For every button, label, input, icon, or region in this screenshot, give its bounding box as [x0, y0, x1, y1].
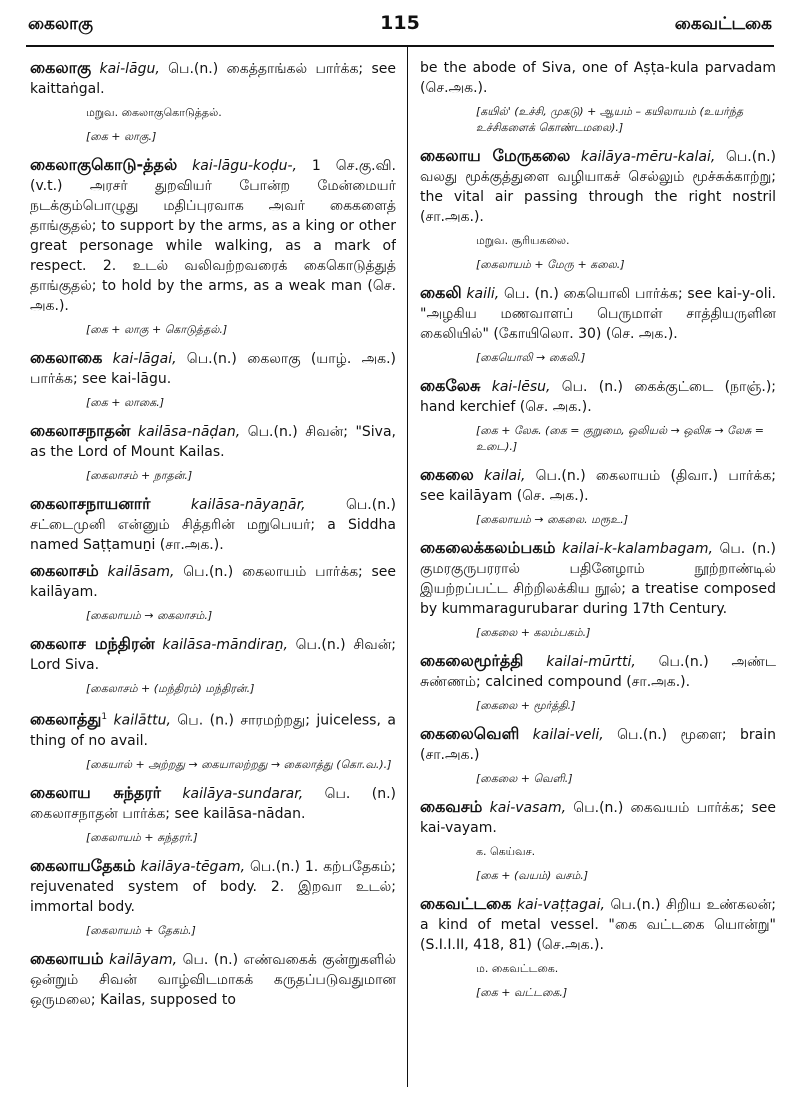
- entry-etymology: [கை + லாகு + கொடுத்தல்.]: [86, 323, 228, 336]
- entry-definition: பெ.(n.) கைத்தாங்கல் பார்க்க; see kaittaṅgal.: [30, 61, 396, 97]
- entry-headword: கைலாயதேகம்: [30, 855, 136, 875]
- entry-headword: கைவட்டகை: [420, 894, 512, 913]
- entry-headword: கைலாய மேருகலை: [420, 146, 571, 165]
- entry-definition: பெ.(n.) கைலாகு (யாழ். அக.) பார்க்க; see kai-lāgu.: [30, 351, 396, 387]
- dictionary-entry: [420, 58, 776, 98]
- entry-etymology: [கை + லேசு. (கை = குறுமை, ஒலியல் → ஒலிசு → லேசு = உடை).]: [476, 424, 764, 453]
- entry-etymology: [கைலாசம் + நாதன்.]: [86, 469, 193, 482]
- column-divider: [407, 47, 408, 1087]
- dictionary-entry: [30, 561, 396, 602]
- entry-definition: பெ.(n.) மூளை; brain (சா.அக.): [420, 727, 776, 763]
- dictionary-entry: [30, 58, 396, 99]
- entry-headword: கைலி: [420, 283, 462, 302]
- entry-transliteration: kailāsa-māndiraṉ,: [154, 637, 288, 653]
- entry-definition: பெ.(n.) கைவயம் பார்க்க; see kai-vayam.: [420, 800, 776, 836]
- entry-etymology: [கைலை + வெளி.]: [476, 772, 573, 785]
- entry-headword: கைலைமூர்த்தி: [420, 651, 524, 670]
- entry-cognate: க. கெய்வச.: [476, 845, 536, 858]
- header-rule: [26, 45, 774, 47]
- entry-headword: கைலாச மந்திரன்: [30, 634, 155, 653]
- entry-headword: கைலாகுகொடு-த்தல்: [30, 155, 178, 174]
- right-column: [420, 58, 776, 1098]
- entry-definition: பெ.(n.) சட்டைமுனி என்னும் சித்தரின் மறுபெயர்; a Siddha named Saṭṭamuṉi (சா.அக.).: [30, 497, 396, 553]
- entry-etymology: [கைலை + கலம்பகம்.]: [476, 626, 591, 639]
- entry-transliteration: kai-lēsu,: [480, 379, 551, 395]
- entry-definition: பெ.(n.) சிவன்; Lord Siva.: [30, 637, 396, 673]
- entry-etymology: [கை + லாகை.]: [86, 396, 165, 409]
- entry-headword: கைலாசநாதன்: [30, 421, 131, 440]
- entry-transliteration: kailāyam,: [103, 951, 178, 968]
- entry-etymology: [கைலாயம் → கைலை. மரூஉ.]: [476, 513, 629, 526]
- entry-etymology: [கைலாயம் + சுந்தரர்.]: [86, 830, 198, 844]
- entry-headword: கைலைவெளி: [420, 724, 520, 743]
- dictionary-entry: [420, 376, 776, 417]
- entry-etymology: [கைலாயம் → கைலாசம்.]: [86, 609, 213, 622]
- entry-headword: கைலாத்து: [30, 709, 102, 729]
- entry-definition: பெ.(n.) சிறிய உண்கலன்; a kind of metal vessel. "கை வட்டகை யொன்று" (S.I.I.II, 418, 81) (செ.அக.).: [420, 897, 776, 953]
- entry-definition: பெ.(n.) வலது மூக்குத்துளை வழியாகச் செல்லும் மூச்சுக்காற்று; the vital air passing through the right nostril (சா.அக.).: [420, 149, 776, 225]
- header-right-guideword: கைவட்டகை: [674, 14, 772, 34]
- dictionary-entry: [420, 797, 776, 838]
- entry-headword: கைலைக்கலம்பகம்: [420, 538, 556, 557]
- dictionary-entry: [420, 465, 776, 506]
- page-number: 115: [380, 12, 420, 34]
- dictionary-entry: [420, 724, 776, 765]
- entry-cognate: ம. கைவட்டகை.: [476, 962, 559, 975]
- dictionary-entry: [420, 538, 776, 619]
- dictionary-entry: [30, 155, 396, 316]
- entry-transliteration: kai-lāgu,: [91, 61, 160, 77]
- entry-cognate: மறுவ. கைலாகுகொடுத்தல்.: [86, 106, 222, 119]
- entry-definition: பெ. (n.) கையொலி பார்க்க; see kai-y-oli. "அழகிய மணவாளப் பெருமாள் சாத்தியருளின கைலியில்" (கோயிலொ. 30) (செ. அக.).: [420, 286, 776, 342]
- entry-etymology: [கைலாயம் + மேரு + கலை.]: [476, 258, 625, 271]
- homograph-number: 1: [101, 712, 108, 722]
- entry-transliteration: kailāsa-nāḍan,: [130, 424, 241, 440]
- entry-cognate: மறுவ. சூரியகலை.: [476, 234, 570, 247]
- entry-headword: கைலை: [420, 465, 474, 484]
- entry-transliteration: kaili,: [461, 286, 500, 302]
- entry-definition: பெ. (n.) குமரகுருபரரால் பதினேழாம் நூற்றாண்டில் இயற்றப்பட்ட சிற்றிலக்கிய நூல்; a treatise composed by kummaragurubarar during 17th Century.: [420, 541, 776, 617]
- entry-definition: பெ. (n.) கைலாசநாதன் பார்க்க; see kailāsa-nādan.: [30, 785, 396, 822]
- dictionary-entry: [420, 146, 776, 227]
- entry-headword: கைலாயம்: [30, 948, 104, 968]
- entry-definition: பெ.(n.) அண்ட சுண்ணம்; calcined compound (சா.அக.).: [420, 654, 776, 690]
- entry-transliteration: kailāttu,: [107, 712, 171, 729]
- dictionary-entry: [420, 894, 776, 955]
- dictionary-entry: [30, 494, 396, 555]
- entry-headword: கைலாகை: [30, 348, 103, 367]
- entry-definition: பெ.(n.) கைலாயம் பார்க்க; see kailāyam.: [30, 564, 396, 600]
- entry-transliteration: kai-lāgu-koḍu-,: [177, 158, 297, 174]
- entry-transliteration: kailāsa-nāyaṉār,: [150, 497, 306, 513]
- entry-transliteration: kailai-mūrtti,: [523, 654, 636, 670]
- entry-etymology: [கை + (வயம்) வசம்.]: [476, 869, 589, 882]
- entry-etymology: [கை + லாகு.]: [86, 130, 157, 143]
- header-left-guideword: கைலாகு: [28, 14, 93, 34]
- dictionary-entry: [30, 634, 396, 675]
- entry-definition: 1 செ.கு.வி.(v.t.) அரசர் துறவியர் போன்ற மேன்மையர் நடக்கும்பொழுது மதிப்புரவாக அவர் கைகளைத் தாங்குதல்; to support by the arms, as a king or other great personage while walking, as a mark of respect. 2. உடல் வலிவற்றவரைக் கைகொடுத்துத் தாங்குதல்; to hold by the arms, as a weak man (செ. அக.).: [30, 158, 396, 314]
- entry-definition: be the abode of Siva, one of Aṣṭa-kula parvadam (செ.அக.).: [420, 60, 776, 96]
- left-column: [30, 58, 396, 1098]
- dictionary-entry: [30, 949, 396, 1010]
- entry-etymology: [கையால் + அற்றது → கையாலற்றது → கைலாத்து (கொ.வ.).]: [86, 757, 392, 771]
- entry-etymology: [கயில்' (உச்சி, முகடு) + ஆயம் – கயிலாயம் (உயர்ந்த உச்சிகளைக் கொண்டமலை).]: [476, 105, 744, 134]
- entry-transliteration: kailāya-tēgam,: [135, 858, 246, 875]
- entry-etymology: [கை + வட்டகை.]: [476, 986, 568, 999]
- entry-etymology: [கைலாசம் + (மந்திரம்) மந்திரன்.]: [86, 682, 255, 695]
- dictionary-entry: [30, 348, 396, 389]
- dictionary-entry: [30, 856, 396, 917]
- dictionary-entry: [30, 707, 396, 751]
- entry-transliteration: kailāya-mēru-kalai,: [570, 149, 716, 165]
- entry-definition: பெ.(n.) சிவன்; "Siva, as the Lord of Mount Kailas.: [30, 424, 396, 460]
- page-header: [0, 12, 800, 42]
- entry-etymology: [கையொலி → கைலி.]: [476, 351, 586, 364]
- entry-transliteration: kailāya-sundarar,: [161, 785, 304, 802]
- entry-headword: கைலாகு: [30, 58, 92, 77]
- entry-etymology: [கைலாயம் + தேகம்.]: [86, 923, 196, 937]
- entry-transliteration: kai-lāgai,: [102, 351, 177, 367]
- entry-transliteration: kailāsam,: [98, 564, 175, 580]
- entry-definition: பெ. (n.) சாரமற்றது; juiceless, a thing of no avail.: [30, 712, 396, 749]
- entry-transliteration: kailai,: [473, 468, 526, 484]
- entry-headword: கைலாசநாயனார்: [30, 494, 151, 513]
- entry-etymology: [கைலை + மூர்த்தி.]: [476, 699, 576, 712]
- dictionary-entry: [30, 421, 396, 462]
- entry-headword: கைலாய சுந்தரர்: [30, 782, 162, 802]
- entry-definition: பெ. (n.) எண்வகைக் குன்றுகளில் ஒன்றும் சிவன் வாழ்விடமாகக் கருதப்படுவதுமான ஒருமலை; Kailas, supposed to: [30, 951, 396, 1008]
- entry-transliteration: kai-vasam,: [482, 800, 567, 816]
- entry-headword: கைலேசு: [420, 376, 481, 395]
- entry-transliteration: kailai-veli,: [519, 727, 604, 743]
- dictionary-entry: [420, 283, 776, 344]
- entry-headword: கைவசம்: [420, 797, 483, 816]
- dictionary-entry: [30, 783, 396, 824]
- dictionary-entry: [420, 651, 776, 692]
- entry-definition: பெ. (n.) கைக்குட்டை (நாஞ்.); hand kerchief (செ. அக.).: [420, 379, 776, 415]
- entry-transliteration: kai-vaṭṭagai,: [511, 897, 605, 913]
- entry-definition: பெ.(n.) கைலாயம் (திவா.) பார்க்க; see kailāyam (செ. அக.).: [420, 468, 776, 504]
- entry-definition: பெ.(n.) 1. கற்பதேகம்; rejuvenated system of body. 2. இறவா உடல்; immortal body.: [30, 858, 396, 915]
- entry-transliteration: kailai-k-kalambagam,: [555, 541, 713, 557]
- entry-headword: கைலாசம்: [30, 561, 99, 580]
